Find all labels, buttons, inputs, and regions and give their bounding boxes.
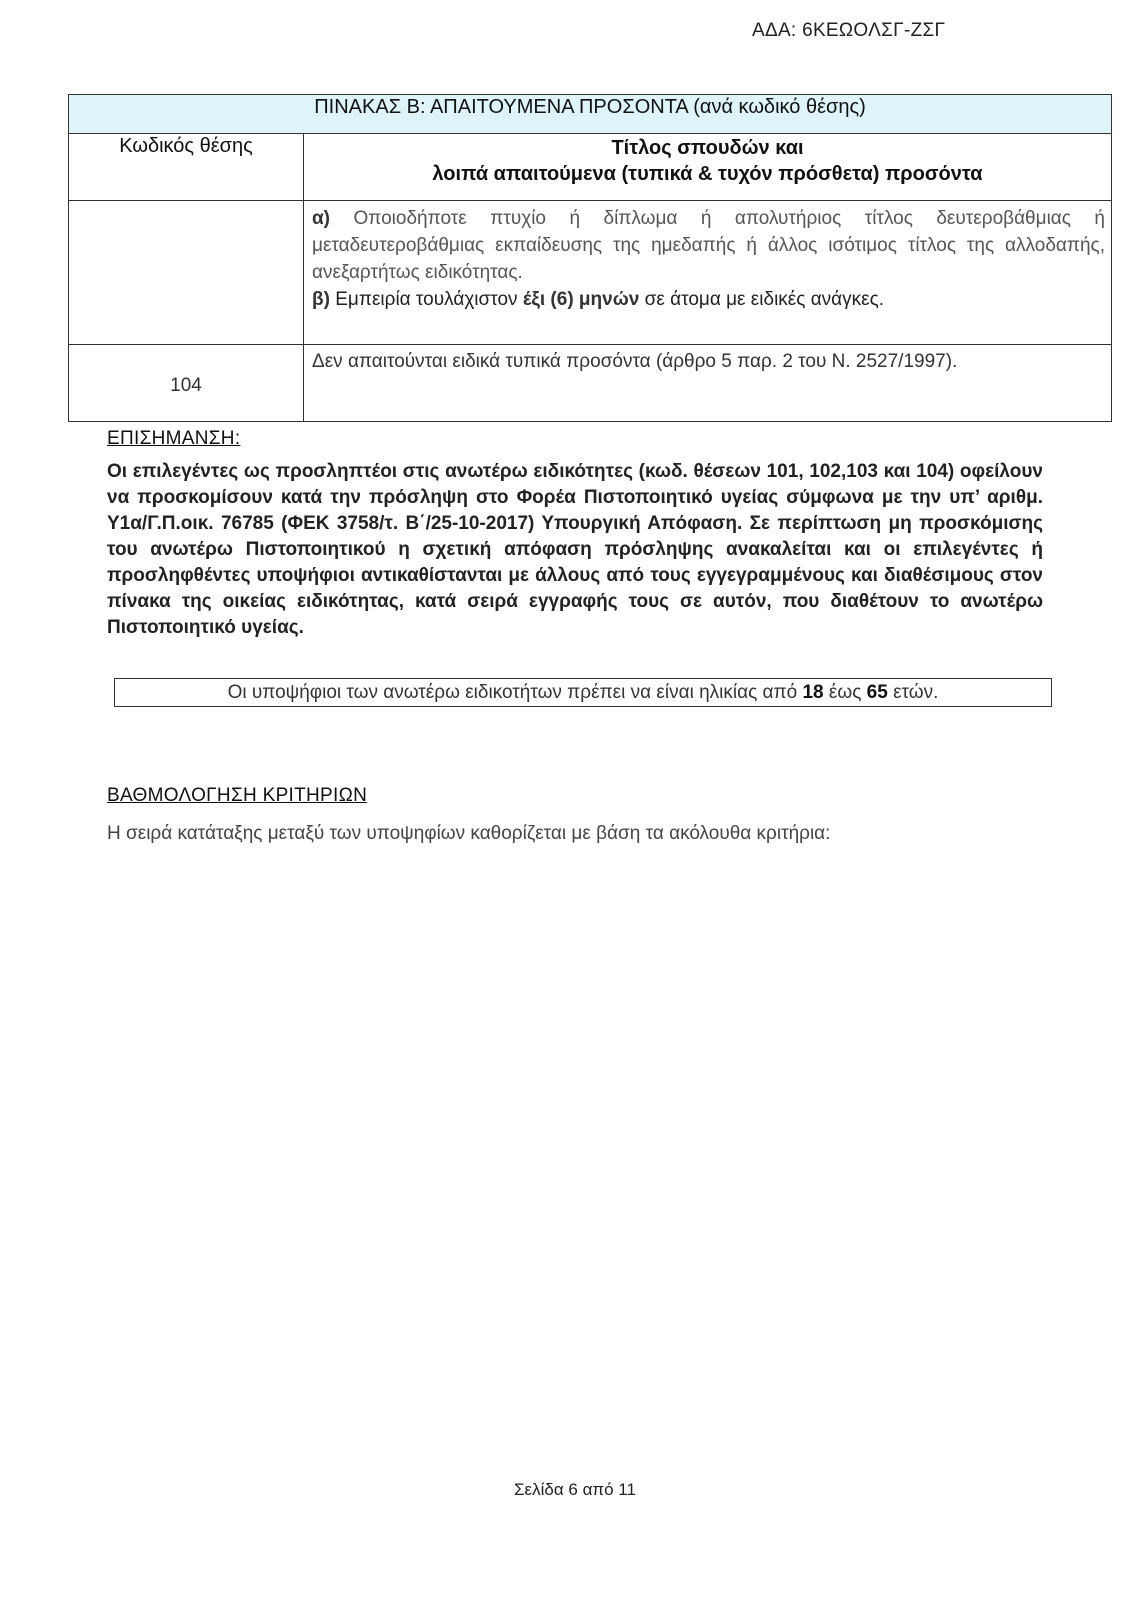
table-header-row [69,134,1112,201]
age-min: 18 [802,682,824,703]
column-header-code: Κωδικός θέσης [69,134,304,201]
note-body: Οι επιλεγέντες ως προσληπτέοι στις ανωτέρω ειδικότητες (κωδ. θέσεων 101, 102,103 και 104) οφείλουν να προσκομίσουν κατά την πρόσληψη στο Φορέα Πιστοποιητικό υγείας σύμφωνα με την υπ’ αριθμ. Υ1α/Γ.Π.οικ. 76785 (ΦΕΚ 3758/τ. Β΄/25-10-2017) Υπουργική Απόφαση. Σε περίπτωση μη προσκόμισης του ανωτέρω Πιστοποιητικού η σχετική απόφαση πρόσληψης ανακαλείται και οι επιλεγέντες ή προσληφθέντες υποψήφιοι αντικαθίστανται με άλλους από τους εγγεγραμμένους και διαθέσιμους στον πίνακα της οικείας ειδικότητας, κατά σειρά εγγραφής τους σε αυτόν, που διαθέτουν το ανωτέρω Πιστοποιητικό υγείας. [107,461,1043,638]
qualification-b-text-post: σε άτομα με ειδικές ανάγκες. [644,289,885,310]
page-number: Σελίδα 6 από 11 [514,1480,636,1499]
qualification-a [312,205,1105,286]
table-row [69,345,1112,422]
qualification-b [312,286,1105,313]
age-text-pre: Οι υποψήφιοι των ανωτέρω ειδικοτήτων πρέπει να είναι ηλικίας από [227,682,798,703]
row2-text-cell: Δεν απαιτούνται ειδικά τυπικά προσόντα (άρθρο 5 παρ. 2 του Ν. 2527/1997). [304,345,1112,422]
age-max: 65 [866,682,888,703]
qualification-b-text-bold: έξι (6) μηνών [522,289,640,310]
age-requirement-box [114,678,1052,707]
criteria-text: Η σειρά κατάταξης μεταξύ των υποψηφίων καθορίζεται με βάση τα ακόλουθα κριτήρια: [107,823,831,844]
ada-code: ΑΔΑ: 6ΚΕΩΟΛΣΓ-ΖΣΓ [752,20,946,41]
row1-qualifications-cell [304,201,1112,345]
row2-code-cell: 104 [69,345,304,422]
note-heading: ΕΠΙΣΗΜΑΝΣΗ: [107,428,241,449]
qualification-b-label: β) [312,289,330,310]
column-header-line2: λοιπά απαιτούμενα (τυπικά & τυχόν πρόσθετα) προσόντα [432,163,983,185]
age-text-mid: έως [828,682,862,703]
column-header-qualifications [304,134,1112,201]
row1-code-cell [69,201,304,345]
age-text-post: ετών. [893,682,939,703]
table-title: ΠΙΝΑΚΑΣ Β: ΑΠΑΙΤΟΥΜΕΝΑ ΠΡΟΣΟΝΤΑ (ανά κωδικό θέσης) [69,95,1112,134]
qualification-a-text: Οποιοδήποτε πτυχίο ή δίπλωμα ή απολυτήριος τίτλος δευτεροβάθμιας ή μεταδευτεροβάθμιας εκπαίδευσης της ημεδαπής ή άλλος ισότιμος τίτλος της αλλοδαπής, ανεξαρτήτως ειδικότητας. [312,208,1105,283]
qualification-b-text-pre: Εμπειρία τουλάχιστον [335,289,518,310]
table-row [69,201,1112,345]
column-header-line1: Τίτλος σπουδών και [611,137,804,159]
table-title-row [69,95,1112,134]
qualification-a-label: α) [312,208,331,229]
requirements-table [68,94,1112,422]
criteria-heading: ΒΑΘΜΟΛΟΓΗΣΗ ΚΡΙΤΗΡΙΩΝ [107,785,368,806]
